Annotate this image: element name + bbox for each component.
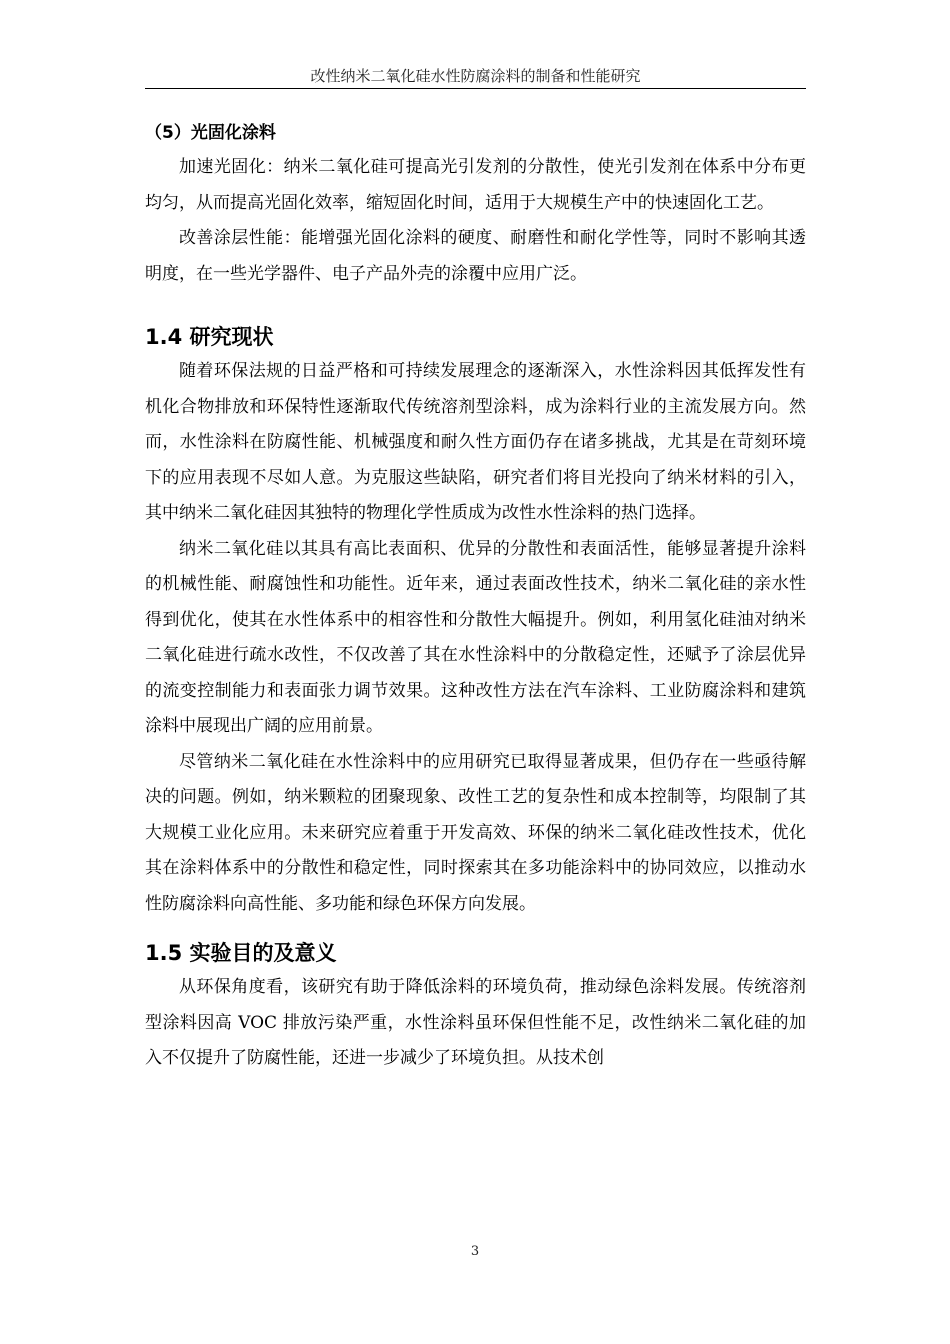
header-rule (145, 88, 806, 89)
section-heading-purpose: 1.5 实验目的及意义 (145, 941, 337, 965)
paragraph: 改善涂层性能：能增强光固化涂料的硬度、耐磨性和耐化学性等，同时不影响其透明度，在一些光学器件、电子产品外壳的涂覆中应用广泛。 (145, 228, 806, 284)
paragraph: 尽管纳米二氧化硅在水性涂料中的应用研究已取得显著成果，但仍存在一些亟待解决的问题。例如，纳米颗粒的团聚现象、改性工艺的复杂性和成本控制等，均限制了其大规模工业化应用。未来研究应着重于开发高效、环保的纳米二氧化硅改性技术，优化其在涂料体系中的分散性和稳定性，同时探索其在多功能涂料中的协同效应，以推动水性防腐涂料向高性能、多功能和绿色环保方向发展。 (145, 751, 806, 914)
running-header: 改性纳米二氧化硅水性防腐涂料的制备和性能研究 (310, 67, 641, 85)
paragraph: 加速光固化：纳米二氧化硅可提高光引发剂的分散性，使光引发剂在体系中分布更均匀，从而提高光固化效率，缩短固化时间，适用于大规模生产中的快速固化工艺。 (145, 157, 806, 213)
page-number: 3 (470, 1244, 480, 1259)
page-body (145, 116, 806, 1077)
section-heading-research-status: 1.4 研究现状 (145, 325, 274, 349)
paragraph: 随着环保法规的日益严格和可持续发展理念的逐渐深入，水性涂料因其低挥发性有机化合物排放和环保特性逐渐取代传统溶剂型涂料，成为涂料行业的主流发展方向。然而，水性涂料在防腐性能、机械强度和耐久性方面仍存在诸多挑战，尤其是在苛刻环境下的应用表现不尽如人意。为克服这些缺陷，研究者们将目光投向了纳米材料的引入，其中纳米二氧化硅因其独特的物理化学性质成为改性水性涂料的热门选择。 (145, 361, 806, 523)
paragraph: 纳米二氧化硅以其具有高比表面积、优异的分散性和表面活性，能够显著提升涂料的机械性能、耐腐蚀性和功能性。近年来，通过表面改性技术，纳米二氧化硅的亲水性得到优化，使其在水性体系中的相容性和分散性大幅提升。例如，利用氢化硅油对纳米二氧化硅进行疏水改性，不仅改善了其在水性涂料中的分散稳定性，还赋予了涂层优异的流变控制能力和表面张力调节效果。这种改性方法在汽车涂料、工业防腐涂料和建筑涂料中展现出广阔的应用前景。 (145, 538, 806, 736)
subsection-heading-photocuring: （5）光固化涂料 (145, 123, 276, 143)
paragraph: 从环保角度看，该研究有助于降低涂料的环境负荷，推动绿色涂料发展。传统溶剂型涂料因高 VOC 排放污染严重，水性涂料虽环保但性能不足，改性纳米二氧化硅的加入不仅提升了防腐性能，还进一步减少了环境负担。从技术创 (145, 977, 806, 1068)
